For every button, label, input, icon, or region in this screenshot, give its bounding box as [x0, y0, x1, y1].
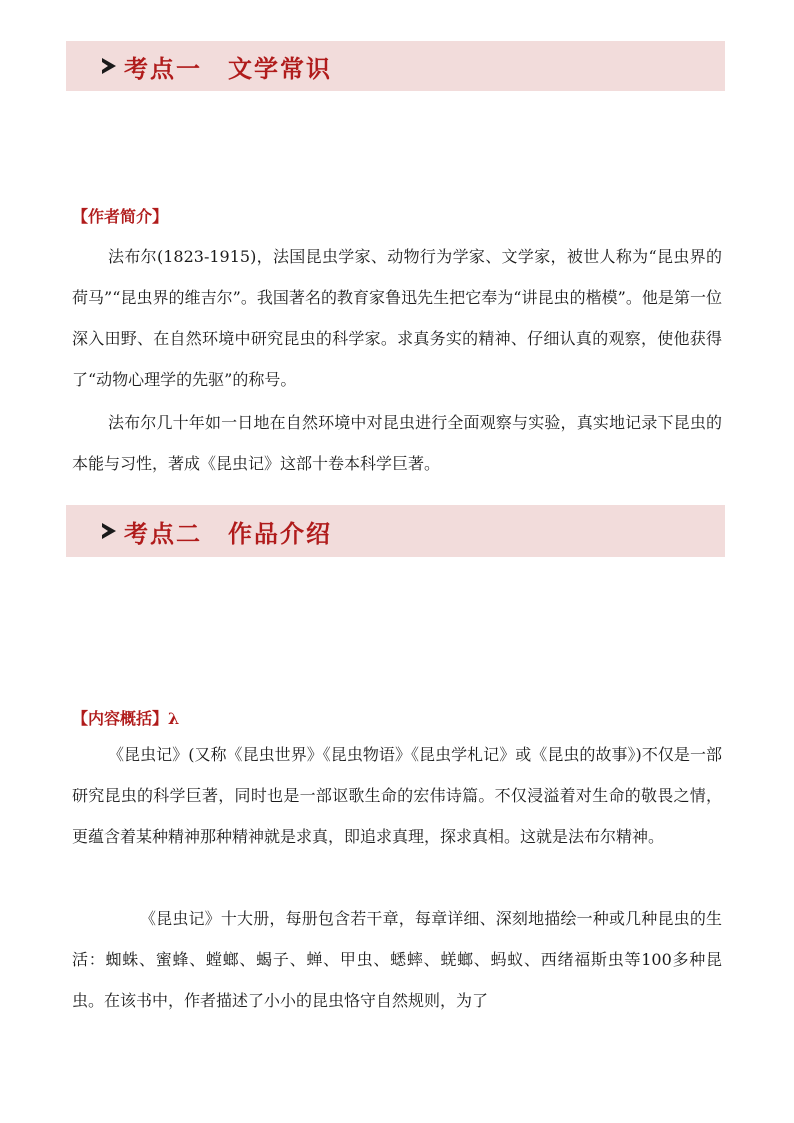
section-title-1: 考点一 文学常识	[124, 53, 332, 83]
content-summary-paragraph-1: 《昆虫记》(又称《昆虫世界》《昆虫物语》《昆虫学札记》或《昆虫的故事》)不仅是一部研究昆虫的科学巨著，同时也是一部讴歌生命的宏伟诗篇。不仅浸溢着对生命的敬畏之情，更蕴含着某种精神那种精神就是求真，即追求真理，探求真相。这就是法布尔精神。	[72, 745, 722, 846]
arrow-bullet-icon	[102, 523, 116, 539]
author-intro-paragraph-1: 法布尔(1823-1915)，法国昆虫学家、动物行为学家、文学家，被世人称为“昆虫界的荷马”“昆虫界的维吉尔”。我国著名的教育家鲁迅先生把它奉为“讲昆虫的楷模”。他是第一位深入田野、在自然环境中研究昆虫的科学家。求真务实的精神、仔细认真的观察，使他获得了“动物心理学的先驱”的称号。	[72, 247, 722, 389]
content-summary-label: 【内容概括】λ	[72, 709, 180, 728]
author-intro-paragraph-2: 法布尔几十年如一日地在自然环境中对昆虫进行全面观察与实验，真实地记录下昆虫的本能与习性，著成《昆虫记》这部十卷本科学巨著。	[72, 413, 722, 473]
content-summary-paragraph-2: 《昆虫记》十大册，每册包含若干章，每章详细、深刻地描绘一种或几种昆虫的生活：蜘蛛、蜜蜂、螳螂、蝎子、蝉、甲虫、蟋蟀、蜣螂、蚂蚁、西绪福斯虫等100多种昆虫。在该书中，作者描述了小小的昆虫恪守自然规则，为了	[72, 909, 722, 1010]
arrow-bullet-icon	[102, 58, 116, 74]
section-title-2: 考点二 作品介绍	[124, 518, 332, 548]
section-banner-1	[66, 41, 725, 91]
author-intro-label: 【作者简介】	[72, 207, 169, 226]
section-banner-2	[66, 505, 725, 557]
